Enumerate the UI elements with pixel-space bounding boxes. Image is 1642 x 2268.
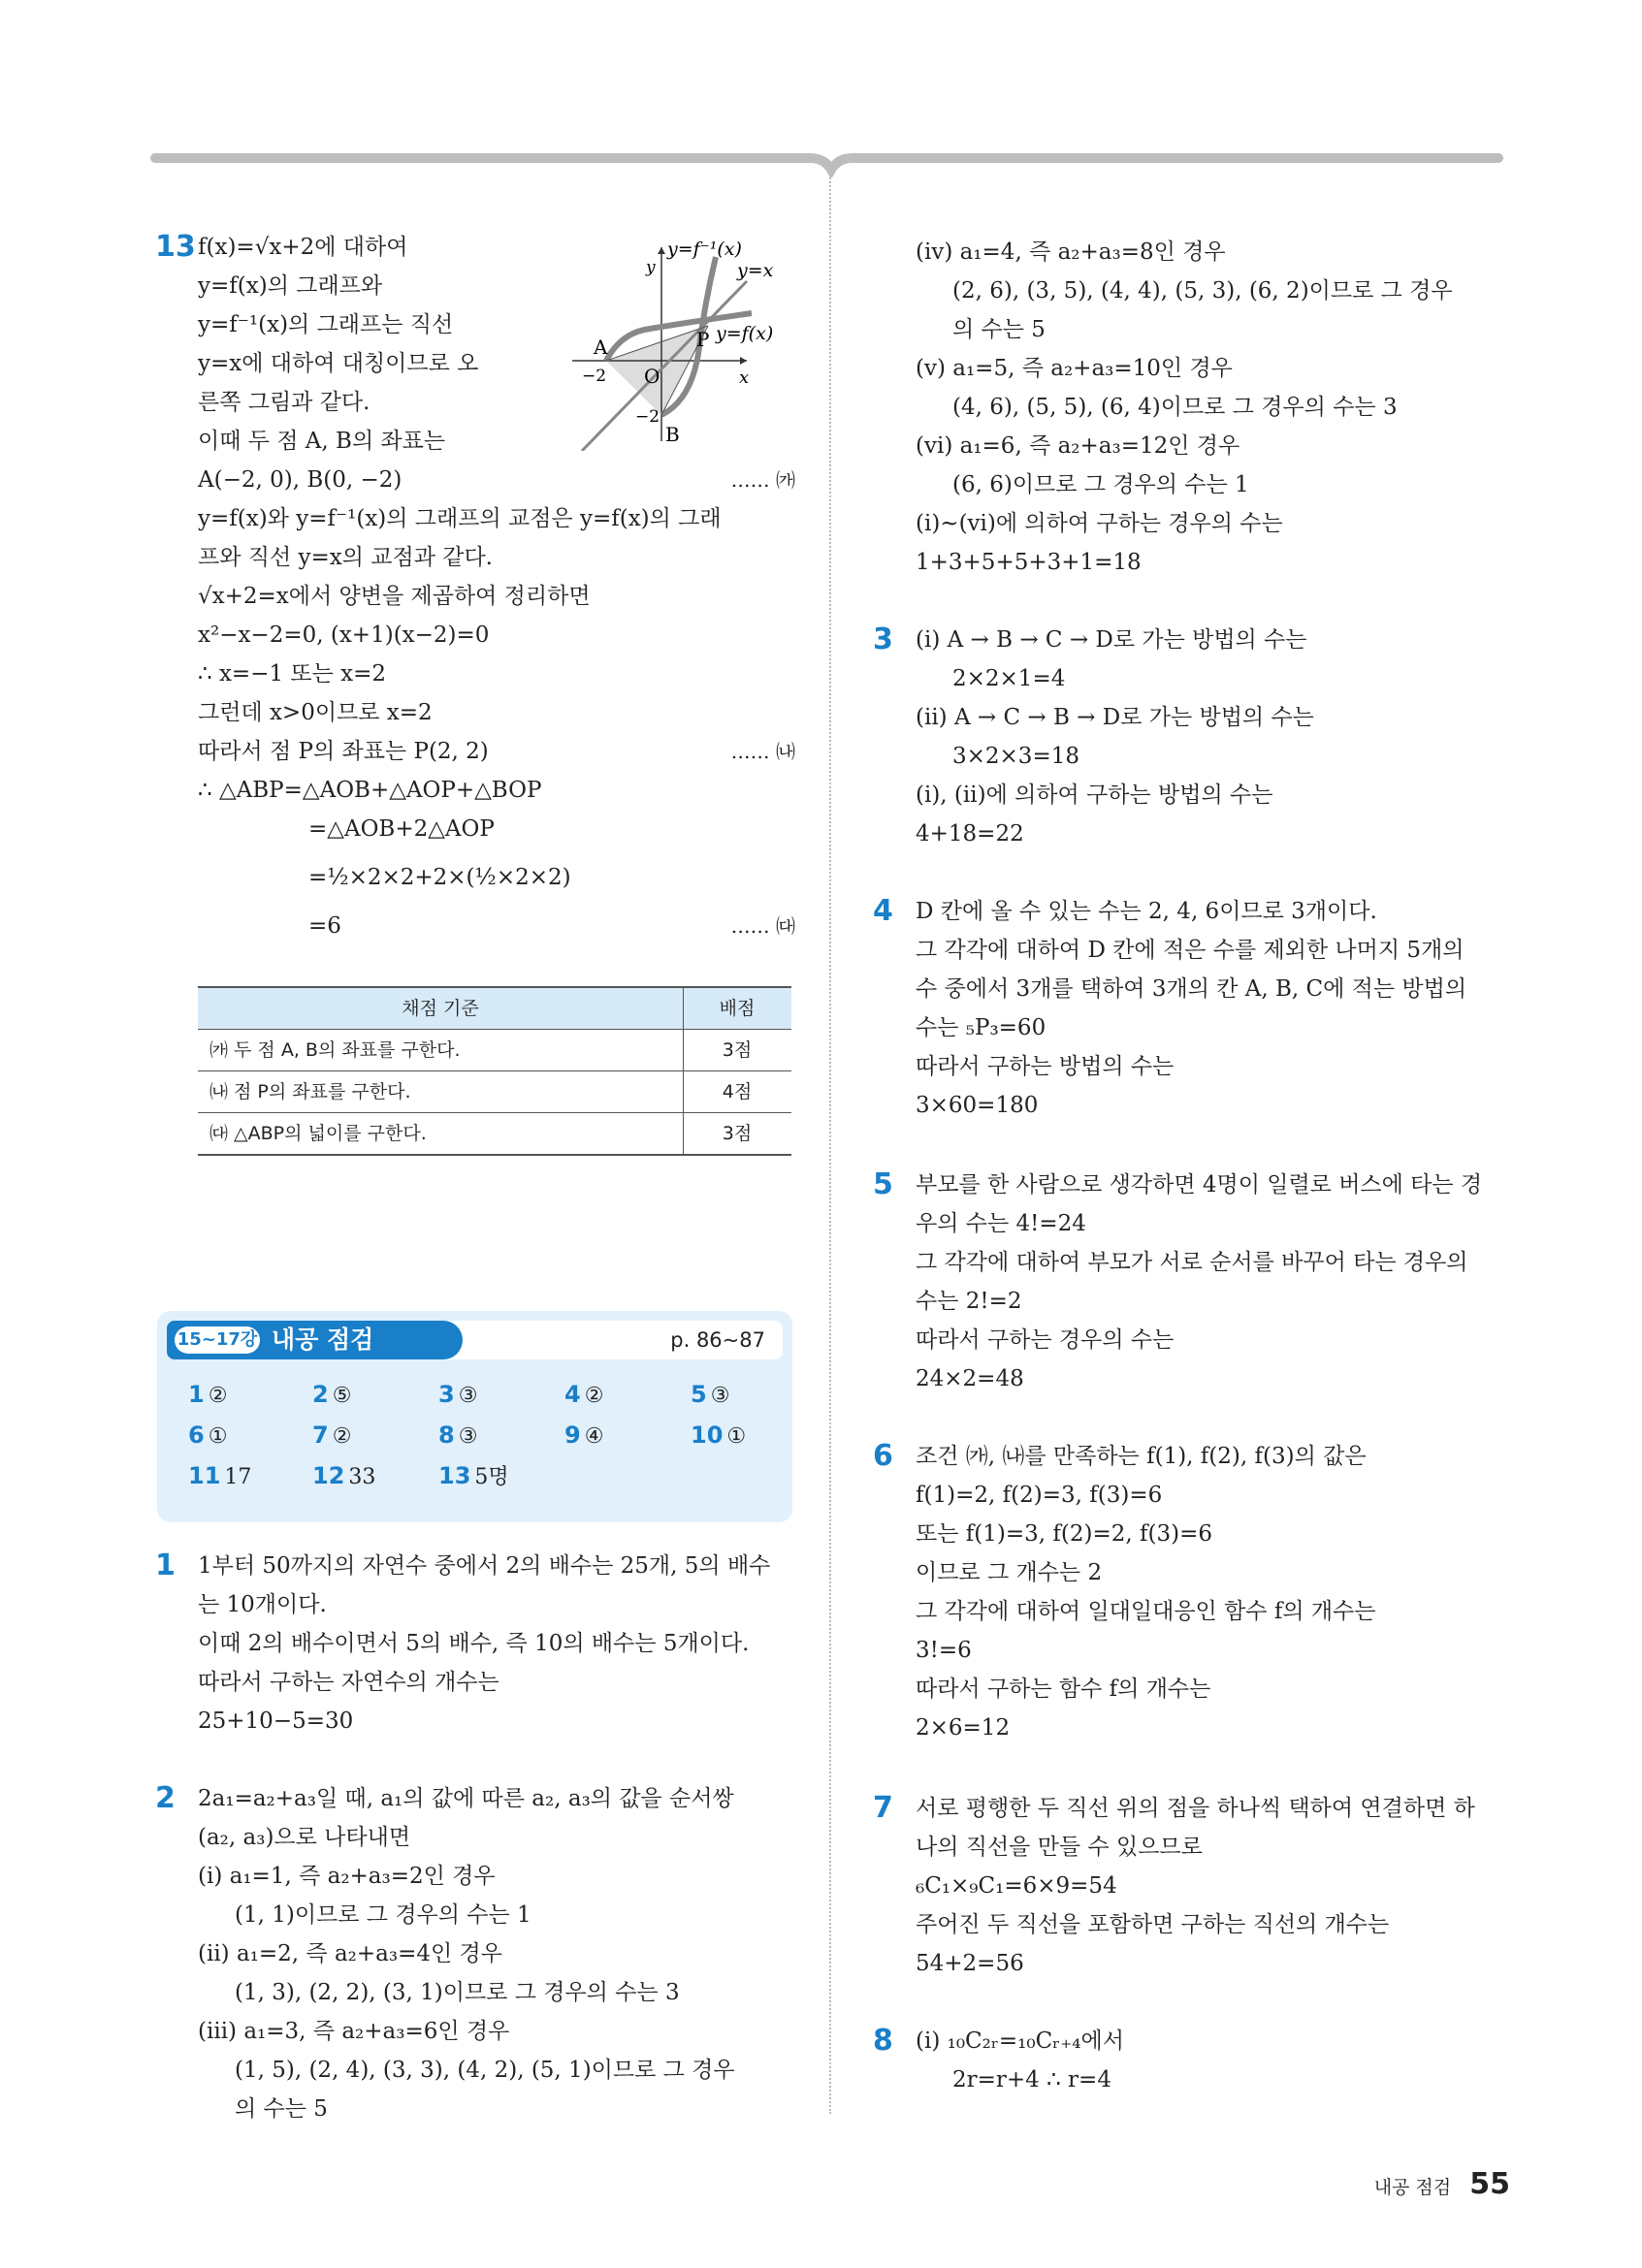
case-body: (1, 1)이므로 그 경우의 수는 1 — [235, 1902, 531, 1928]
solution-number: 8 — [873, 2024, 893, 2058]
problem-13 — [155, 228, 795, 1144]
answer-item: 4 ② — [564, 1381, 604, 1408]
lesson-tag: 15~17강 — [175, 1326, 260, 1354]
text-line: D 칸에 올 수 있는 수는 2, 4, 6이므로 3개이다. — [916, 899, 1377, 924]
case-heading: (ⅵ) a₁=6, 즉 a₂+a₃=12인 경우 — [916, 433, 1240, 459]
answer-item: 1 ② — [188, 1381, 228, 1408]
answer-item: 2 ⑤ — [312, 1381, 352, 1408]
text-line — [198, 732, 795, 771]
text-line: 2a₁=a₂+a₃일 때, a₁의 값에 따른 a₂, a₃의 값을 순서쌍 — [198, 1786, 734, 1811]
step-mark: …… ㈐ — [730, 914, 795, 938]
text-line: 2×2×1=4 — [952, 666, 1066, 691]
case-heading: (ⅰ) a₁=1, 즉 a₂+a₃=2인 경우 — [198, 1864, 496, 1889]
text-line: 는 10개이다. — [198, 1592, 327, 1617]
text-line: =△AOB+2△AOP — [308, 816, 495, 842]
criterion-cell: ㈐ △ABP의 넓이를 구한다. — [198, 1113, 684, 1156]
label-p: P — [696, 328, 710, 351]
line-y-eq-x — [582, 281, 750, 451]
text-line: 25+10−5=30 — [198, 1709, 354, 1734]
text-line: 54+2=56 — [916, 1951, 1024, 1976]
solution-6 — [873, 1437, 1513, 1747]
answer-item: 7 ② — [312, 1421, 352, 1449]
text-line: 2×6=12 — [916, 1715, 1011, 1741]
criterion-cell: ㈎ 두 점 A, B의 좌표를 구한다. — [198, 1030, 684, 1071]
text-line: 24×2=48 — [916, 1366, 1024, 1391]
answer-key-title: 내공 점검 — [272, 1326, 374, 1354]
text-line: 서로 평행한 두 직선 위의 점을 하나씩 택하여 연결하면 하 — [916, 1796, 1475, 1821]
text-line — [198, 907, 795, 945]
solution-number: 3 — [873, 623, 893, 656]
text-line: 프와 직선 y=x의 교점과 같다. — [198, 545, 493, 570]
text-line: 그 각각에 대하여 일대일대응인 함수 f의 개수는 — [916, 1599, 1376, 1624]
table-header: 배점 — [684, 987, 792, 1030]
score-cell: 3점 — [684, 1113, 792, 1156]
answer-key-box — [157, 1311, 792, 1522]
label-a: A — [594, 335, 608, 359]
text-line: 이때 2의 배수이면서 5의 배수, 즉 10의 배수는 5개이다. — [198, 1631, 750, 1656]
text-line: ₆C₁×₉C₁=6×9=54 — [916, 1873, 1117, 1899]
text-line: 3!=6 — [916, 1638, 972, 1663]
answer-item: 12 33 — [312, 1462, 376, 1489]
label-x: x — [739, 367, 750, 388]
column-divider — [829, 175, 831, 2114]
text-line: (ⅱ) A → C → B → D로 가는 방법의 수는 — [916, 705, 1314, 730]
text-line: 따라서 구하는 함수 f의 개수는 — [916, 1677, 1211, 1702]
text-line: y=f(x)와 y=f⁻¹(x)의 그래프의 교점은 y=f(x)의 그래 — [198, 506, 722, 531]
text-line: 조건 ㈎, ㈏를 만족하는 f(1), f(2), f(3)의 값은 — [916, 1444, 1367, 1469]
label-finv: y=f⁻¹(x) — [667, 239, 742, 260]
step-mark: …… ㈎ — [730, 468, 795, 492]
table-row — [198, 1030, 791, 1071]
text-line: 수는 2!=2 — [916, 1289, 1022, 1314]
table-row — [198, 1113, 791, 1156]
answer-item: 8 ③ — [438, 1421, 478, 1449]
case-body: (6, 6)이므로 그 경우의 수는 1 — [952, 472, 1249, 497]
text-line: 또는 f(1)=3, f(2)=2, f(3)=6 — [916, 1521, 1212, 1547]
solution-number: 5 — [873, 1167, 893, 1201]
text-line: ∴ △ABP=△AOB+△AOP+△BOP — [198, 778, 542, 803]
case-heading: (ⅳ) a₁=4, 즉 a₂+a₃=8인 경우 — [916, 240, 1226, 265]
footer-label: 내공 점검 — [1373, 2177, 1452, 2198]
text-line: 부모를 한 사람으로 생각하면 4명이 일렬로 버스에 타는 경 — [916, 1172, 1483, 1198]
solution-1 — [155, 1547, 795, 1741]
left-column — [155, 228, 795, 1144]
text-line: 그 각각에 대하여 부모가 서로 순서를 바꾸어 타는 경우의 — [916, 1250, 1468, 1275]
solution-number: 2 — [155, 1781, 176, 1815]
coord-text: A(−2, 0), B(0, −2) — [198, 467, 402, 493]
solution-3 — [873, 621, 1513, 853]
solution-number: 1 — [155, 1549, 176, 1582]
text-line: (ⅰ), (ⅱ)에 의하여 구하는 방법의 수는 — [916, 783, 1273, 808]
scoring-table — [198, 986, 791, 1156]
text-line: 주어진 두 직선을 포함하면 구하는 직선의 개수는 — [916, 1912, 1390, 1937]
text-line: y=x에 대하여 대칭이므로 오 — [198, 351, 479, 376]
step-mark: …… ㈏ — [730, 740, 795, 763]
table-row — [198, 1071, 791, 1113]
solution-8 — [873, 2022, 1513, 2099]
case-body: (2, 6), (3, 5), (4, 4), (5, 3), (6, 2)이므로 그 경우 — [952, 278, 1453, 303]
text-line: 1부터 50까지의 자연수 중에서 2의 배수는 25개, 5의 배수 — [198, 1553, 771, 1579]
text-line: f(1)=2, f(2)=3, f(3)=6 — [916, 1483, 1163, 1508]
criterion-cell: ㈏ 점 P의 좌표를 구한다. — [198, 1071, 684, 1113]
answer-item: 9 ④ — [564, 1421, 604, 1449]
text-line: 나의 직선을 만들 수 있으므로 — [916, 1835, 1203, 1860]
text-line: 따라서 구하는 방법의 수는 — [916, 1054, 1175, 1079]
text-line: 우의 수는 4!=24 — [916, 1211, 1086, 1236]
problem-number: 13 — [155, 230, 196, 264]
text-line: 른쪽 그림과 같다. — [198, 390, 370, 415]
label-o: O — [644, 365, 660, 388]
answer-item: 3 ③ — [438, 1381, 478, 1408]
answer-item: 5 ③ — [691, 1381, 730, 1408]
label-minus2-y: −2 — [635, 407, 660, 427]
text-line: =½×2×2+2×(½×2×2) — [308, 865, 571, 890]
solution-2-continued — [873, 233, 1513, 582]
case-body: (4, 6), (5, 5), (6, 4)이므로 그 경우의 수는 3 — [952, 395, 1398, 420]
text-line: 4+18=22 — [916, 821, 1024, 847]
answer-key-header — [167, 1321, 783, 1359]
text-line: 수는 ₅P₃=60 — [916, 1015, 1046, 1040]
label-minus2-x: −2 — [582, 367, 607, 386]
solution-7 — [873, 1789, 1513, 1983]
label-y: y — [646, 258, 656, 277]
text-line: ∴ x=−1 또는 x=2 — [198, 661, 387, 687]
answer-item: 10 ① — [691, 1421, 747, 1449]
answer-item: 11 17 — [188, 1462, 252, 1489]
area-result: =6 — [308, 913, 341, 939]
solution-2 — [155, 1779, 795, 2128]
text-line: y=f(x)의 그래프와 — [198, 273, 383, 299]
case-body: 의 수는 5 — [235, 2096, 328, 2122]
page-footer — [1374, 2167, 1510, 2201]
text-line: (a₂, a₃)으로 나타내면 — [198, 1825, 411, 1850]
text-line: y=f⁻¹(x)의 그래프는 직선 — [198, 312, 454, 337]
text-line: (ⅰ)~(ⅵ)에 의하여 구하는 경우의 수는 — [916, 511, 1283, 536]
text-line: 그 각각에 대하여 D 칸에 적은 수를 제외한 나머지 5개의 — [916, 938, 1465, 963]
text-line — [198, 461, 795, 499]
top-decorative-bar — [150, 148, 1503, 177]
score-cell: 4점 — [684, 1071, 792, 1113]
solution-number: 7 — [873, 1791, 893, 1825]
score-cell: 3점 — [684, 1030, 792, 1071]
answer-key-title-pill — [167, 1321, 463, 1359]
table-header: 채점 기준 — [198, 987, 684, 1030]
text-line: f(x)=√x+2에 대하여 — [198, 235, 408, 260]
solution-5 — [873, 1166, 1513, 1398]
answer-item: 6 ① — [188, 1421, 228, 1449]
label-b: B — [665, 423, 680, 446]
text-line: 따라서 구하는 자연수의 개수는 — [198, 1670, 499, 1695]
case-heading: (ⅲ) a₁=3, 즉 a₂+a₃=6인 경우 — [198, 2019, 510, 2044]
answer-item: 13 5명 — [438, 1462, 509, 1489]
point-text: 따라서 점 P의 좌표는 P(2, 2) — [198, 739, 489, 764]
case-heading: (ⅱ) a₁=2, 즉 a₂+a₃=4인 경우 — [198, 1941, 502, 1966]
page-reference: p. 86~87 — [670, 1328, 765, 1352]
text-line: 수 중에서 3개를 택하여 3개의 칸 A, B, C에 적는 방법의 — [916, 976, 1467, 1002]
case-body: 의 수는 5 — [952, 317, 1046, 342]
text-line: (ⅰ) ₁₀C₂ᵣ=₁₀Cᵣ₊₄에서 — [916, 2028, 1124, 2054]
text-line: 2r=r+4 ∴ r=4 — [952, 2067, 1111, 2092]
solution-number: 6 — [873, 1439, 893, 1473]
text-line: 따라서 구하는 경우의 수는 — [916, 1327, 1175, 1353]
function-graph — [553, 228, 805, 451]
text-line: 이므로 그 개수는 2 — [916, 1560, 1103, 1585]
label-yx: y=x — [737, 260, 774, 281]
page-number: 55 — [1469, 2167, 1510, 2201]
text-line: 1+3+5+5+3+1=18 — [916, 550, 1142, 575]
label-fx: y=f(x) — [716, 323, 774, 344]
text-line: √x+2=x에서 양변을 제곱하여 정리하면 — [198, 584, 591, 609]
text-line: 3×2×3=18 — [952, 744, 1079, 769]
case-heading: (ⅴ) a₁=5, 즉 a₂+a₃=10인 경우 — [916, 356, 1233, 381]
text-line: 그런데 x>0이므로 x=2 — [198, 700, 433, 725]
text-line: 3×60=180 — [916, 1093, 1039, 1118]
text-line: 이때 두 점 A, B의 좌표는 — [198, 429, 446, 454]
case-body: (1, 5), (2, 4), (3, 3), (4, 2), (5, 1)이므로 그 경우 — [235, 2058, 735, 2083]
text-line: (ⅰ) A → B → C → D로 가는 방법의 수는 — [916, 627, 1307, 653]
text-line: x²−x−2=0, (x+1)(x−2)=0 — [198, 623, 490, 648]
case-body: (1, 3), (2, 2), (3, 1)이므로 그 경우의 수는 3 — [235, 1980, 680, 2005]
solution-4 — [873, 892, 1513, 1125]
solution-number: 4 — [873, 894, 893, 928]
